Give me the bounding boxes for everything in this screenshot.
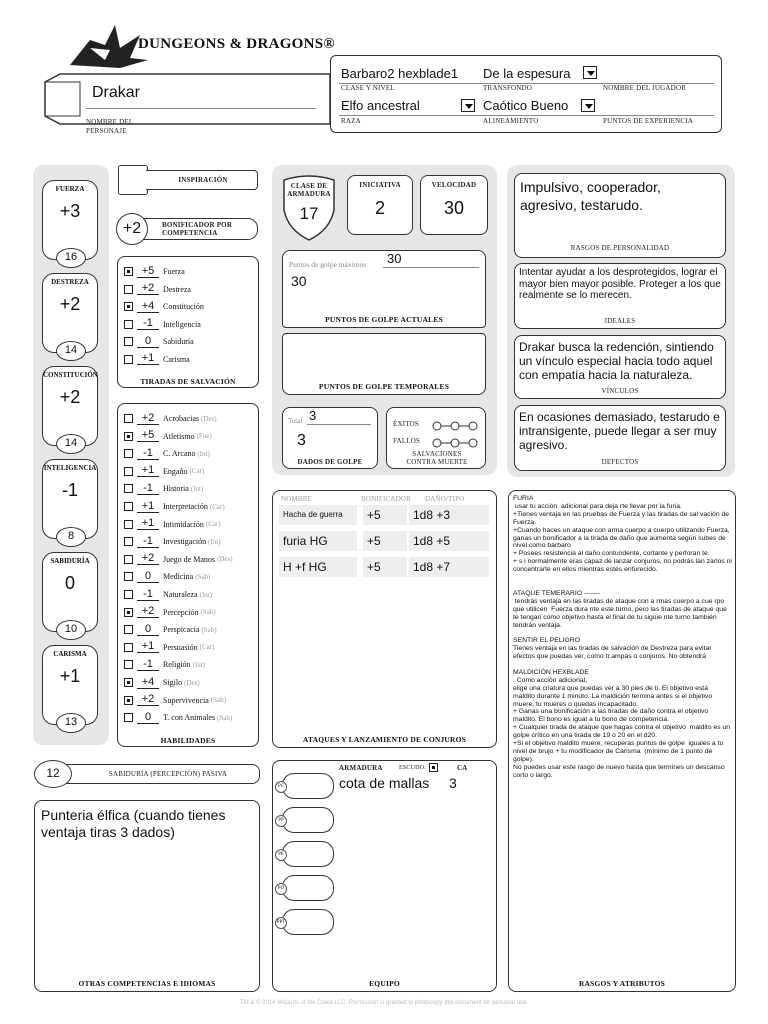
skill-name: Perspicacia bbox=[163, 625, 200, 635]
skill-row bbox=[124, 498, 258, 515]
equipment-title: EQUIPO bbox=[369, 979, 400, 988]
header-info bbox=[330, 55, 722, 133]
skill-prof-checkbox[interactable] bbox=[124, 608, 133, 617]
skill-row bbox=[124, 674, 258, 691]
skill-attribute: (Int) bbox=[199, 590, 213, 599]
armor-class bbox=[280, 172, 338, 242]
ac-label: CLASE DE ARMADURA bbox=[287, 182, 331, 198]
attack-damage[interactable]: 1d8 +5 bbox=[409, 531, 489, 551]
skill-modifier[interactable]: 0 bbox=[137, 712, 159, 724]
death-save-success-label: ÉXITOS bbox=[393, 420, 419, 428]
ability-name: SABIDURÍA bbox=[50, 557, 90, 565]
inspiration-box[interactable] bbox=[118, 165, 148, 195]
save-row bbox=[124, 263, 254, 280]
ideals-text[interactable]: Intentar ayudar a los desprotegidos, lograr el mayor bien mayor posible. Proteger a los que realmente se lo merecen. bbox=[519, 267, 721, 301]
speed-label: VELOCIDAD bbox=[431, 181, 477, 189]
attacks bbox=[272, 490, 497, 748]
attack-name[interactable]: Hacha de guerra bbox=[279, 505, 357, 525]
ability-score[interactable]: 14 bbox=[56, 341, 86, 361]
skill-prof-checkbox[interactable] bbox=[124, 449, 133, 458]
skill-name: Atletismo bbox=[163, 431, 195, 441]
skill-name: Engaño bbox=[163, 466, 188, 476]
attack-bonus[interactable]: +5 bbox=[363, 531, 407, 551]
passive-value[interactable]: 12 bbox=[34, 760, 72, 788]
hp-current-value[interactable]: 30 bbox=[291, 273, 307, 289]
attack-name[interactable]: furia HG bbox=[279, 531, 357, 551]
ability-0 bbox=[42, 180, 98, 263]
alignment-dropdown[interactable] bbox=[581, 99, 595, 112]
ability-5 bbox=[42, 645, 98, 728]
hit-points-temp bbox=[282, 333, 486, 395]
hd-label: DADOS DE GOLPE bbox=[297, 458, 363, 466]
skill-row bbox=[124, 656, 258, 673]
player-name-label: NOMBRE DEL JUGADOR bbox=[603, 84, 687, 92]
background-label: TRANSFONDO bbox=[483, 84, 533, 92]
initiative bbox=[347, 175, 413, 235]
skill-row bbox=[124, 516, 258, 533]
skill-prof-checkbox[interactable] bbox=[124, 625, 133, 634]
features bbox=[508, 490, 736, 992]
coin-label: PE bbox=[275, 849, 287, 861]
ability-3 bbox=[42, 459, 98, 542]
save-row bbox=[124, 298, 254, 315]
attack-header-bonus: BONIFICADOR bbox=[361, 495, 412, 503]
ability-score[interactable]: 13 bbox=[56, 713, 86, 733]
skill-modifier[interactable]: -1 bbox=[137, 483, 159, 495]
ac-value[interactable]: 17 bbox=[299, 204, 319, 223]
skill-row bbox=[124, 621, 258, 638]
ability-name: CARISMA bbox=[53, 650, 87, 658]
background[interactable]: De la espesura bbox=[483, 66, 571, 81]
other-profs-text[interactable]: Punteria élfica (cuando tienes ventaja tiras 3 dados) bbox=[41, 807, 226, 840]
skill-name: Investigación bbox=[163, 537, 207, 547]
skill-modifier[interactable]: 0 bbox=[137, 571, 159, 583]
save-modifier[interactable]: 0 bbox=[137, 336, 159, 348]
race-dropdown[interactable] bbox=[461, 99, 475, 112]
save-name: Destreza bbox=[163, 284, 191, 294]
ability-name: DESTREZA bbox=[51, 278, 89, 286]
other-proficiencies bbox=[34, 800, 260, 992]
skill-modifier[interactable]: +2 bbox=[137, 606, 159, 618]
skill-attribute: (Int) bbox=[190, 484, 204, 493]
skill-modifier[interactable]: +2 bbox=[137, 553, 159, 565]
ability-score[interactable]: 10 bbox=[56, 620, 86, 640]
skill-attribute: (Sab) bbox=[195, 572, 211, 581]
save-name: Carisma bbox=[163, 354, 190, 364]
death-save-success-dots[interactable] bbox=[431, 418, 479, 428]
skill-row bbox=[124, 568, 258, 585]
coin-label: PP bbox=[275, 815, 287, 827]
skill-attribute: (Int) bbox=[192, 660, 206, 669]
skill-row bbox=[124, 463, 258, 480]
attack-bonus[interactable]: +5 bbox=[363, 505, 407, 525]
skill-modifier[interactable]: +1 bbox=[137, 518, 159, 530]
save-row bbox=[124, 316, 254, 333]
skill-prof-checkbox[interactable] bbox=[124, 590, 133, 599]
skill-row bbox=[124, 709, 258, 726]
ability-name: INTELIGENCIA bbox=[43, 464, 97, 472]
save-modifier[interactable]: -1 bbox=[137, 318, 159, 330]
ability-4 bbox=[42, 552, 98, 635]
skill-name: Intimidación bbox=[163, 519, 204, 529]
skill-name: Historia bbox=[163, 484, 189, 494]
skill-name: Supervivencia bbox=[163, 695, 209, 705]
skill-prof-checkbox[interactable] bbox=[124, 660, 133, 669]
coin-label: PO bbox=[275, 883, 287, 895]
ideals bbox=[514, 263, 726, 329]
skill-prof-checkbox[interactable] bbox=[124, 467, 133, 476]
save-prof-checkbox[interactable] bbox=[124, 302, 133, 311]
skill-row bbox=[124, 586, 258, 603]
coin-label: PPT bbox=[275, 917, 287, 929]
save-row bbox=[124, 333, 254, 350]
race-label: RAZA bbox=[341, 117, 361, 125]
initiative-label: INICIATIVA bbox=[359, 181, 401, 189]
skill-modifier[interactable]: +4 bbox=[137, 677, 159, 689]
character-name-banner bbox=[40, 64, 340, 134]
skill-name: T. con Animales bbox=[163, 713, 216, 723]
ideals-label: IDEALES bbox=[604, 317, 636, 325]
skill-attribute: (Sab) bbox=[200, 608, 216, 617]
armor-ca[interactable]: 3 bbox=[449, 775, 457, 791]
footer: TM & © 2014 Wizards of the Coast LLC. Permission is granted to photocopy this document for personal use. bbox=[240, 1000, 528, 1006]
inspiration bbox=[118, 165, 258, 195]
save-name: Sabiduría bbox=[163, 337, 194, 346]
passive-label: SABIDURÍA (PERCEPCIÓN) PASIVA bbox=[108, 770, 228, 778]
ability-modifier[interactable]: +1 bbox=[59, 666, 81, 686]
skill-row bbox=[124, 551, 258, 568]
skill-name: Juego de Manos bbox=[163, 554, 215, 564]
alignment-label: ALINEAMIENTO bbox=[483, 117, 539, 125]
skill-row bbox=[124, 692, 258, 709]
save-modifier[interactable]: +2 bbox=[137, 283, 159, 295]
ability-1 bbox=[42, 273, 98, 356]
traits-text[interactable]: Impulsivo, cooperador, agresivo, testarudo. bbox=[520, 179, 661, 213]
flaws-text[interactable]: En ocasiones demasiado, testarudo e intransigente, puede llegar a ser muy agresivo. bbox=[519, 410, 720, 452]
shield-label: ESCUDO: bbox=[399, 765, 427, 771]
hp-max-value[interactable]: 30 bbox=[387, 251, 402, 266]
ability-modifier[interactable]: -1 bbox=[61, 480, 78, 500]
skill-row bbox=[124, 604, 258, 621]
skill-modifier[interactable]: +2 bbox=[137, 413, 159, 425]
bonds bbox=[514, 335, 726, 399]
skill-name: Religión bbox=[163, 660, 191, 670]
class-level[interactable]: Barbaro2 hexblade1 bbox=[341, 66, 459, 81]
skill-attribute: (Sab) bbox=[217, 713, 233, 722]
skill-attribute: (Des) bbox=[217, 555, 233, 564]
save-modifier[interactable]: +4 bbox=[137, 301, 159, 313]
initiative-value[interactable]: 2 bbox=[374, 198, 385, 218]
coin-po[interactable] bbox=[277, 875, 334, 901]
proficiency-value[interactable]: +2 bbox=[116, 213, 148, 245]
ability-modifier[interactable]: +2 bbox=[59, 387, 81, 407]
skill-attribute: (Fue) bbox=[196, 432, 212, 441]
hd-value[interactable]: 3 bbox=[297, 432, 306, 449]
armor-name[interactable]: cota de mallas bbox=[339, 775, 430, 791]
other-profs-label: OTRAS COMPETENCIAS E IDIOMAS bbox=[78, 979, 216, 988]
attack-header-damage: DAÑO/TIPO bbox=[425, 495, 465, 503]
features-text[interactable]: FURIA usar tu acción adicional para deja rte llevar por la furia. +Tienes ventaja en las pruebas de Fuerza y las tiradas de sal vación de Fuerza. +Cuando haces un ataque con arma cuerpo a cuerpo utilizando Fuerza, ganas un bonificador a la tirada de daño que aumenta según subes de nivel como bárbaro + Posees resistencia al daño contundente, cortante y perforan te. + s i normalmente eras capaz de lanzar conjuros, no podrás lan zarlos ni concentrarte en ellos mientras estés enfurecido. ATAQUE TEMERARIO ------- tendrás ventaja en las tiradas de ataque con a rmas cuerpo a cue rpo que utilicen Fuerza dura nte este turno, pero las tiradas de ataque que te tengan como objetivo hasta el final de tu siguie nte turno también tendrán ventaja. SENTIR EL PELIGRO Tienes ventaja en las tiradas de salvación de Destreza para evitar efectos que puedas ver, como tr.ampas o conjuros. No obtendrá MALDICIÓN HEXBLADE . Como acción adicional, elige una criatura que puedas ver a 30 pies de ti. El objetivo está maldito durante 1 minuto. La maldición termina antes si el objetivo muere, tu mueres o quedas incapacitado. + Ganas una bonificación a las tiradas de daño contra el objetivo maldito. El bono es igual a tu bono de competencia. + Cualquier tirada de ataque que hagas contra el objetivo maldito es un golpe crítico en una tirada de 19 o 20 en el d20. +Si el objetivo maldito muere, recuperas puntos de golpe iguales a tu nivel de brujo + tu modificador de Carisma (mínimo de 1 punto de golpe). No puedes usar este rasgo de nuevo hasta que termines un descanso corto o largo. bbox=[513, 495, 732, 779]
skill-modifier[interactable]: -1 bbox=[137, 659, 159, 671]
ability-score[interactable]: 16 bbox=[56, 248, 86, 268]
speed-value[interactable]: 30 bbox=[443, 198, 465, 218]
skill-prof-checkbox[interactable] bbox=[124, 502, 133, 511]
skill-row bbox=[124, 445, 258, 462]
bonds-label: VÍNCULOS bbox=[601, 387, 639, 395]
race[interactable]: Elfo ancestral bbox=[341, 98, 420, 113]
skill-prof-checkbox[interactable] bbox=[124, 713, 133, 722]
character-name-label: NOMBRE DEL PERSONAJE bbox=[86, 118, 134, 135]
traits bbox=[514, 173, 726, 258]
shield-checkbox[interactable] bbox=[429, 763, 438, 772]
traits-label: RASGOS DE PERSONALIDAD bbox=[570, 244, 670, 252]
save-prof-checkbox[interactable] bbox=[124, 355, 133, 364]
skill-modifier[interactable]: 0 bbox=[137, 624, 159, 636]
ability-modifier[interactable]: 0 bbox=[64, 573, 75, 593]
skill-prof-checkbox[interactable] bbox=[124, 484, 133, 493]
speed bbox=[420, 175, 488, 235]
coin-pp[interactable] bbox=[278, 807, 334, 833]
ability-score[interactable]: 8 bbox=[56, 527, 86, 547]
attack-damage[interactable]: 1d8 +7 bbox=[409, 557, 489, 577]
save-prof-checkbox[interactable] bbox=[124, 337, 133, 346]
skill-modifier[interactable]: +2 bbox=[137, 694, 159, 706]
skill-attribute: (Des) bbox=[200, 414, 217, 423]
passive-perception bbox=[34, 760, 260, 788]
skill-attribute: (Sab) bbox=[201, 625, 217, 634]
save-name: Constitución bbox=[163, 302, 204, 311]
death-saves-label: SALVACIONES CONTRA MUERTE bbox=[406, 450, 468, 466]
attack-header-name: NOMBRE bbox=[281, 495, 313, 503]
attack-damage[interactable]: 1d8 +3 bbox=[409, 505, 489, 525]
skill-attribute: (Int) bbox=[208, 537, 221, 546]
skill-name: C. Arcano bbox=[163, 449, 196, 459]
flaws bbox=[514, 405, 726, 471]
attack-bonus[interactable]: +5 bbox=[363, 557, 407, 577]
skill-prof-checkbox[interactable] bbox=[124, 572, 133, 581]
save-prof-checkbox[interactable] bbox=[124, 285, 133, 294]
dragon-logo-icon bbox=[60, 20, 150, 70]
hit-points-current bbox=[282, 250, 486, 328]
skill-prof-checkbox[interactable] bbox=[124, 696, 133, 705]
skill-row bbox=[124, 533, 258, 550]
proficiency bbox=[116, 213, 258, 245]
logo-text: DUNGEONS & DRAGONS® bbox=[138, 36, 335, 52]
skill-name: Naturaleza bbox=[163, 590, 198, 599]
inspiration-label: INSPIRACIÓN bbox=[178, 176, 228, 184]
skill-prof-checkbox[interactable] bbox=[124, 414, 133, 423]
hp-temp-label: PUNTOS DE GOLPE TEMPORALES bbox=[318, 382, 450, 391]
save-modifier[interactable]: +5 bbox=[137, 266, 159, 278]
coin-ppt[interactable] bbox=[276, 909, 334, 935]
proficiency-label: BONIFICADOR POR COMPETENCIA bbox=[162, 221, 233, 237]
bonds-text[interactable]: Drakar busca la redención, sintiendo un vínculo especial hacia todo aquel con empatía hacia la naturaleza. bbox=[519, 340, 714, 382]
skills bbox=[117, 403, 259, 747]
skill-modifier[interactable]: -1 bbox=[137, 448, 159, 460]
save-prof-checkbox[interactable] bbox=[124, 267, 133, 276]
save-prof-checkbox[interactable] bbox=[124, 320, 133, 329]
xp-label: PUNTOS DE EXPERIENCIA bbox=[603, 117, 694, 125]
skill-prof-checkbox[interactable] bbox=[124, 520, 133, 529]
skill-row bbox=[124, 428, 258, 445]
flaws-label: DEFECTOS bbox=[601, 458, 639, 466]
hit-dice bbox=[282, 407, 378, 469]
skill-prof-checkbox[interactable] bbox=[124, 643, 133, 652]
skill-prof-checkbox[interactable] bbox=[124, 555, 133, 564]
skill-prof-checkbox[interactable] bbox=[124, 678, 133, 687]
skill-attribute: (Car) bbox=[209, 502, 225, 511]
save-modifier[interactable]: +1 bbox=[137, 353, 159, 365]
skill-name: Medicina bbox=[163, 572, 194, 582]
attacks-title: ATAQUES Y LANZAMIENTO DE CONJUROS bbox=[302, 735, 467, 744]
hp-max-label: Puntos de golpe máximos bbox=[289, 260, 367, 269]
ability-score[interactable]: 14 bbox=[56, 434, 86, 454]
skill-modifier[interactable]: +5 bbox=[137, 430, 159, 442]
skill-attribute: (Des) bbox=[184, 678, 200, 687]
skill-attribute: (Sab) bbox=[210, 696, 226, 705]
skill-row bbox=[124, 480, 258, 497]
ability-2 bbox=[42, 366, 98, 449]
skill-name: Interpretación bbox=[163, 502, 208, 511]
skill-prof-checkbox[interactable] bbox=[124, 537, 133, 546]
save-row bbox=[124, 351, 254, 368]
skill-modifier[interactable]: +1 bbox=[137, 501, 159, 513]
armor-label: ARMADURA bbox=[339, 764, 383, 772]
background-dropdown[interactable] bbox=[583, 66, 597, 79]
save-row bbox=[124, 281, 254, 298]
logo bbox=[60, 20, 335, 70]
saves-title: TIRADAS DE SALVACIÓN bbox=[140, 377, 236, 386]
hd-total-value[interactable]: 3 bbox=[309, 408, 317, 423]
skill-attribute: (Car) bbox=[205, 520, 221, 529]
skill-row bbox=[124, 639, 258, 656]
ca-label: CA bbox=[457, 764, 468, 772]
skill-name: Persuasión bbox=[163, 642, 198, 652]
coin-label: PC bbox=[275, 781, 287, 793]
save-name: Fuerza bbox=[163, 267, 185, 276]
coin-pe[interactable] bbox=[278, 841, 334, 867]
skill-attribute: (Car) bbox=[189, 467, 205, 476]
skill-row bbox=[124, 410, 258, 427]
features-label: RASGOS Y ATRIBUTOS bbox=[578, 979, 666, 988]
saving-throws bbox=[117, 256, 259, 388]
hp-current-label: PUNTOS DE GOLPE ACTUALES bbox=[325, 315, 443, 324]
character-name[interactable]: Drakar bbox=[92, 84, 141, 101]
skill-name: Percepción bbox=[163, 607, 199, 617]
skill-modifier[interactable]: +1 bbox=[137, 641, 159, 653]
alignment[interactable]: Caótico Bueno bbox=[483, 98, 569, 113]
class-level-label: CLASE Y NIVEL bbox=[341, 84, 395, 92]
skill-modifier[interactable]: -1 bbox=[137, 589, 159, 601]
skill-attribute: (Car) bbox=[199, 643, 215, 652]
skill-modifier[interactable]: +1 bbox=[137, 465, 159, 477]
skill-name: Acrobacias bbox=[163, 414, 199, 423]
skill-modifier[interactable]: -1 bbox=[137, 536, 159, 548]
skill-attribute: (Int) bbox=[197, 449, 210, 458]
skills-title: HABILIDADES bbox=[160, 736, 216, 745]
coin-pc[interactable] bbox=[277, 773, 334, 799]
skill-name: Sigilo bbox=[163, 678, 183, 687]
attack-name[interactable]: H +f HG bbox=[279, 557, 357, 577]
ability-name: FUERZA bbox=[55, 185, 85, 193]
hd-total-label: Total bbox=[288, 417, 303, 425]
ability-name: CONSTITUCIÓN bbox=[43, 371, 98, 379]
ability-modifier[interactable]: +2 bbox=[59, 294, 81, 314]
death-saves bbox=[386, 407, 486, 469]
death-save-fail-label: FALLOS bbox=[393, 437, 421, 445]
skill-prof-checkbox[interactable] bbox=[124, 432, 133, 441]
ability-modifier[interactable]: +3 bbox=[59, 201, 81, 221]
death-save-fail-dots[interactable] bbox=[431, 435, 479, 445]
save-name: Inteligencia bbox=[163, 319, 201, 329]
